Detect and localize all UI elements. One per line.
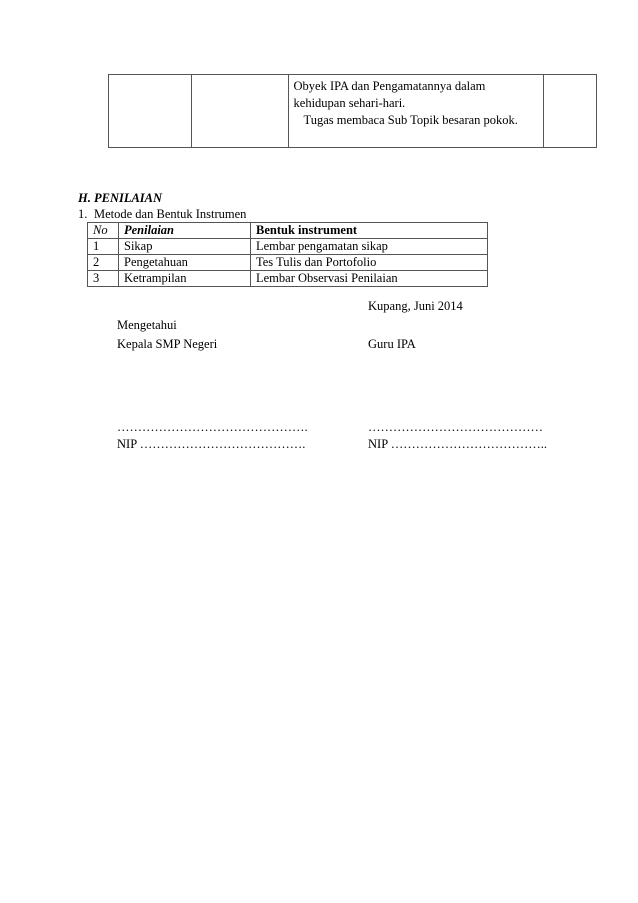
table-cell: Sikap xyxy=(119,239,251,255)
principal-role: Kepala SMP Negeri xyxy=(117,337,218,351)
activity-line: Obyek IPA dan Pengamatannya dalam xyxy=(293,79,486,93)
table-cell: Tes Tulis dan Portofolio xyxy=(251,255,488,271)
table-header-row xyxy=(88,223,488,239)
activity-line: Tugas membaca Sub Topik besaran pokok. xyxy=(303,113,518,127)
table-cell: Pengetahuan xyxy=(119,255,251,271)
section-heading: H. PENILAIAN xyxy=(78,191,163,205)
column-header: Penilaian xyxy=(119,223,251,239)
principal-signature-line: ………………………………………. xyxy=(117,420,308,434)
empty-cell xyxy=(109,75,192,148)
knowing-label: Mengetahui xyxy=(117,318,177,332)
empty-cell xyxy=(544,75,597,148)
instrument-table xyxy=(87,222,488,287)
table-row xyxy=(88,271,488,287)
subsection-number: 1. xyxy=(78,207,88,221)
table-row xyxy=(88,255,488,271)
table-cell: Lembar Observasi Penilaian xyxy=(251,271,488,287)
table-cell: Ketrampilan xyxy=(119,271,251,287)
table-cell: Lembar pengamatan sikap xyxy=(251,239,488,255)
activity-cell xyxy=(288,75,544,148)
subsection-label: Metode dan Bentuk Instrumen xyxy=(94,207,247,221)
column-header: Bentuk instrument xyxy=(251,223,488,239)
subsection-title xyxy=(78,207,246,222)
teacher-signature-line: …………………………………… xyxy=(368,420,543,434)
table-row xyxy=(88,239,488,255)
principal-nip: NIP …………………………………. xyxy=(117,437,306,451)
column-header: No xyxy=(88,223,119,239)
empty-cell xyxy=(191,75,288,148)
teacher-nip: NIP ……………………………….. xyxy=(368,437,548,451)
table-cell: 2 xyxy=(88,255,119,271)
place-date: Kupang, Juni 2014 xyxy=(368,299,463,313)
teacher-role: Guru IPA xyxy=(368,337,416,351)
continuation-table xyxy=(108,74,597,148)
table-cell: 1 xyxy=(88,239,119,255)
activity-line: kehidupan sehari-hari. xyxy=(293,96,406,110)
table-cell: 3 xyxy=(88,271,119,287)
